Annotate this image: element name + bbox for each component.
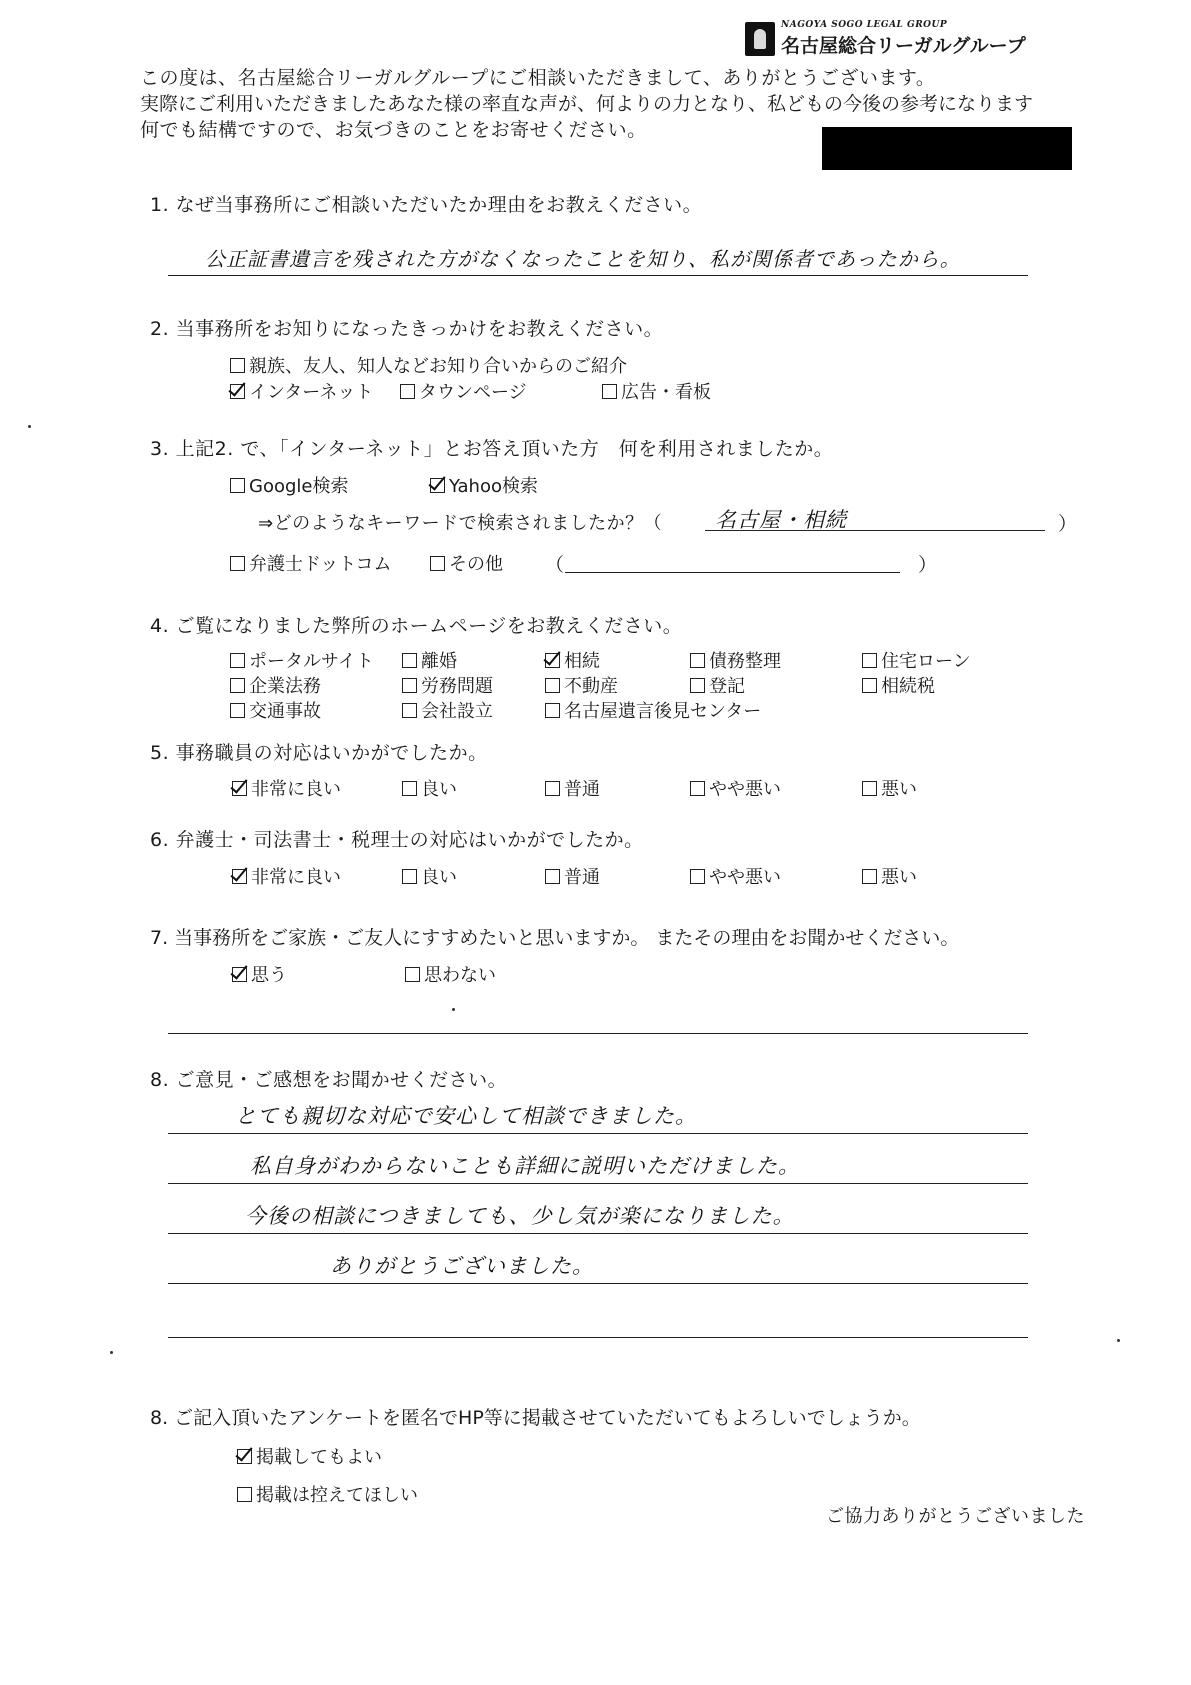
checkbox-icon[interactable] [237, 1487, 252, 1502]
q6-option-good[interactable]: 良い [402, 863, 457, 889]
q8-line-5 [168, 1337, 1028, 1338]
q3-option-other[interactable]: その他 [430, 550, 503, 576]
q8-line-3 [168, 1233, 1028, 1234]
q3-question: 3. 上記2. で、「インターネット」とお答え頂いた方 何を利用されましたか。 [150, 438, 834, 460]
q2-question: 2. 当事務所をお知りになったきっかけをお教えください。 [150, 318, 664, 340]
checkbox-icon[interactable] [862, 781, 877, 796]
q7-question: 7. 当事務所をご家族・ご友人にすすめたいと思いますか。 またその理由をお聞かせください。 [150, 927, 960, 949]
checkbox-icon[interactable] [545, 703, 560, 718]
checkbox-icon[interactable] [402, 869, 417, 884]
footer-thanks: ご協力ありがとうございました [826, 1506, 1085, 1527]
intro-line-2: 実際にご利用いただきましたあなた様の率直な声が、何よりの力となり、私どもの今後の参考になります [140, 93, 1034, 115]
checkbox-icon[interactable] [862, 869, 877, 884]
q1-answer: 公正証書遺言を残された方がなくなったことを知り、私が関係者であったから。 [205, 247, 961, 271]
checkbox-checked-icon[interactable] [230, 384, 245, 399]
checkbox-icon[interactable] [690, 869, 705, 884]
intro-line-1: この度は、名古屋総合リーガルグループにご相談いただきまして、ありがとうございます。 [140, 67, 936, 89]
q1-question: 1. なぜ当事務所にご相談いただいたか理由をお教えください。 [150, 194, 703, 216]
q4-option-labor[interactable]: 労務問題 [402, 672, 493, 698]
checkbox-icon[interactable] [405, 967, 420, 982]
q1-answer-line [168, 275, 1028, 276]
q8-answer-4: ありがとうございました。 [330, 1254, 594, 1278]
q9-option-decline[interactable]: 掲載は控えてほしい [237, 1481, 418, 1507]
q8-line-4 [168, 1283, 1028, 1284]
q4-option-company-setup[interactable]: 会社設立 [402, 697, 493, 723]
q4-option-realestate[interactable]: 不動産 [545, 672, 618, 698]
q3-keyword-close: ） [1058, 513, 1078, 535]
scan-speck [452, 1008, 455, 1011]
logo-mark-icon [745, 22, 775, 56]
checkbox-icon[interactable] [862, 678, 877, 693]
q5-question: 5. 事務職員の対応はいかがでしたか。 [150, 742, 488, 764]
checkbox-icon[interactable] [402, 781, 417, 796]
q3-other-line[interactable] [565, 572, 900, 573]
checkbox-icon[interactable] [230, 358, 245, 373]
checkbox-icon[interactable] [862, 653, 877, 668]
q4-option-mortgage[interactable]: 住宅ローン [862, 647, 971, 673]
checkbox-checked-icon[interactable] [545, 653, 560, 668]
q4-option-corporate[interactable]: 企業法務 [230, 672, 321, 698]
q8-answer-1: とても親切な対応で安心して相談できました。 [235, 1104, 697, 1128]
checkbox-icon[interactable] [230, 556, 245, 571]
q4-option-inheritance-tax[interactable]: 相続税 [862, 672, 935, 698]
scan-speck [110, 1351, 113, 1354]
q3-keyword-line [705, 530, 1045, 531]
q4-question: 4. ご覧になりました弊所のホームページをお教えください。 [150, 615, 683, 637]
q8-line-2 [168, 1183, 1028, 1184]
logo-jp: 名古屋総合リーガルグループ [781, 35, 1026, 57]
logo [745, 20, 1026, 58]
checkbox-icon[interactable] [602, 384, 617, 399]
q3-other-open: （ [545, 554, 565, 576]
q3-keyword-prompt: ⇒どのようなキーワードで検索されましたか？（ [258, 513, 663, 534]
redaction-box [822, 127, 1072, 170]
q8-answer-2: 私自身がわからないことも詳細に説明いただけました。 [250, 1154, 800, 1178]
q3-option-yahoo[interactable]: Yahoo検索 [430, 472, 538, 498]
intro-line-3: 何でも結構ですので、お気づきのことをお寄せください。 [140, 119, 647, 141]
q5-option-average[interactable]: 普通 [545, 775, 600, 801]
q7-option-no[interactable]: 思わない [405, 961, 496, 987]
scan-speck [1117, 1339, 1120, 1342]
checkbox-checked-icon[interactable] [232, 869, 247, 884]
q8-answer-3: 今後の相談につきましても、少し気が楽になりました。 [245, 1204, 795, 1228]
scan-speck [28, 425, 31, 428]
q4-option-traffic[interactable]: 交通事故 [230, 697, 321, 723]
q6-question: 6. 弁護士・司法書士・税理士の対応はいかがでしたか。 [150, 829, 644, 851]
checkbox-icon[interactable] [402, 703, 417, 718]
q7-reason-line[interactable] [168, 1033, 1028, 1034]
q6-option-average[interactable]: 普通 [545, 863, 600, 889]
checkbox-checked-icon[interactable] [237, 1449, 252, 1464]
q4-option-will-center[interactable]: 名古屋遺言後見センター [545, 697, 761, 723]
q5-option-bad[interactable]: 悪い [862, 775, 917, 801]
checkbox-icon[interactable] [402, 678, 417, 693]
q4-option-inheritance[interactable]: 相続 [545, 647, 600, 673]
q5-option-somewhat-bad[interactable]: やや悪い [690, 775, 781, 801]
q6-option-bad[interactable]: 悪い [862, 863, 917, 889]
q4-option-divorce[interactable]: 離婚 [402, 647, 457, 673]
q3-option-google[interactable]: Google検索 [230, 472, 348, 498]
q3-keyword-answer[interactable]: 名古屋・相続 [715, 508, 847, 532]
q2-option-townpage[interactable]: タウンページ [400, 378, 527, 404]
q3-option-bengoshi[interactable]: 弁護士ドットコム [230, 550, 392, 576]
q6-option-very-good[interactable]: 非常に良い [232, 863, 341, 889]
q2-option-internet[interactable]: インターネット [230, 378, 373, 404]
checkbox-icon[interactable] [430, 556, 445, 571]
q9-option-allow[interactable]: 掲載してもよい [237, 1443, 382, 1469]
q6-option-somewhat-bad[interactable]: やや悪い [690, 863, 781, 889]
q2-option-ad[interactable]: 広告・看板 [602, 378, 711, 404]
checkbox-icon[interactable] [230, 703, 245, 718]
logo-en: NAGOYA SOGO LEGAL GROUP [781, 20, 948, 30]
checkbox-icon[interactable] [545, 678, 560, 693]
checkbox-icon[interactable] [230, 478, 245, 493]
checkbox-icon[interactable] [690, 678, 705, 693]
q2-option-referral[interactable]: 親族、友人、知人などお知り合いからのご紹介 [230, 352, 627, 378]
q4-option-portal[interactable]: ポータルサイト [230, 647, 374, 673]
checkbox-icon[interactable] [545, 781, 560, 796]
checkbox-icon[interactable] [230, 653, 245, 668]
checkbox-icon[interactable] [400, 384, 415, 399]
q9-question: 8. ご記入頂いたアンケートを匿名でHP等に掲載させていただいてもよろしいでしょうか。 [150, 1407, 921, 1429]
checkbox-icon[interactable] [690, 653, 705, 668]
q5-option-good[interactable]: 良い [402, 775, 457, 801]
q5-option-very-good[interactable]: 非常に良い [232, 775, 341, 801]
checkbox-icon[interactable] [690, 781, 705, 796]
q3-other-close: ） [918, 554, 938, 576]
checkbox-checked-icon[interactable] [232, 781, 247, 796]
q4-option-registration[interactable]: 登記 [690, 672, 745, 698]
q8-question: 8. ご意見・ご感想をお聞かせください。 [150, 1069, 508, 1091]
q8-line-1 [168, 1133, 1028, 1134]
q7-option-yes[interactable]: 思う [232, 961, 287, 987]
checkbox-icon[interactable] [402, 653, 417, 668]
q4-option-debt[interactable]: 債務整理 [690, 647, 781, 673]
checkbox-checked-icon[interactable] [232, 967, 247, 982]
checkbox-checked-icon[interactable] [430, 478, 445, 493]
checkbox-icon[interactable] [545, 869, 560, 884]
checkbox-icon[interactable] [230, 678, 245, 693]
